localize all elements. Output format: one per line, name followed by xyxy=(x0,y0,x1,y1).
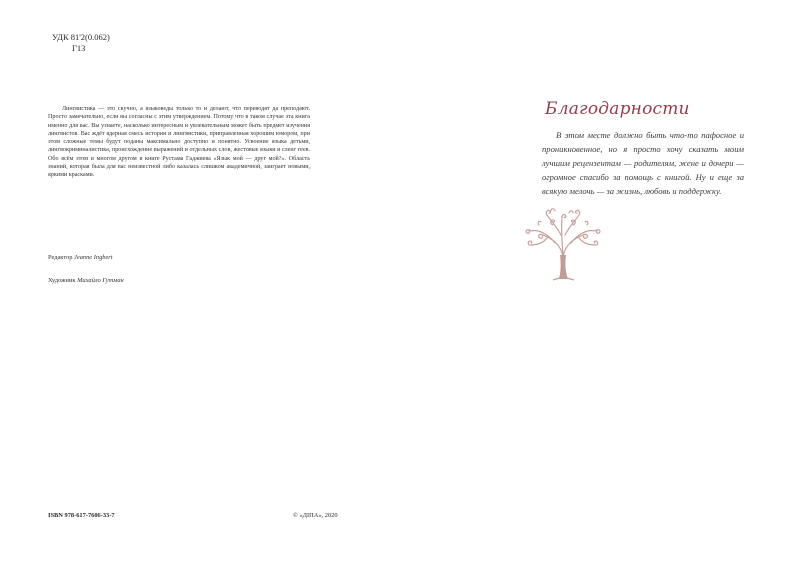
artist-label: Художник xyxy=(48,277,76,284)
copyright: © «ДІПА», 2020 xyxy=(293,512,338,519)
editor-name: Jeanne Ingbert xyxy=(74,254,113,261)
right-page xyxy=(400,0,800,563)
artist-credit xyxy=(48,277,124,284)
udk-code: Г13 xyxy=(72,43,86,53)
artist-name: Михайло Гутман xyxy=(77,277,124,284)
isbn: ISBN 978-617-7606-33-7 xyxy=(48,512,115,519)
acknowledgements-text: В этом месте должно быть что-то пафосное и проникновенное, но я просто хочу сказать моим лучшим рецензентам — родителям, жене и дочери — огромное спасибо за помощь с книгой. Ну и еще за всякую мелочь — за жизнь, любовь и поддержку. xyxy=(542,130,744,196)
editor-credit xyxy=(48,254,113,261)
book-annotation: Лингвистика — это скучно, а языковеды только то и делают, что переводят да преподают. Просто замечательно, если вы согласны с этим утверждением. Потому что в таком случае эта книга именно для вас. Вы узнаете, насколько интересным и увлекательным может быть предмет изучения лингвистов. Вас ждёт ядерная смесь истории и лингвистики, приправленная хорошим юмором, при этом сложные темы будут поданы максимально доступно и понятно. Усвоение языка детьми, лингвокриминалистика, происхождение выражений и отдельных слов, жестовые языки и сленг геев. Обо всём этом и многом другом в книге Рустама Гаджиева «Язык мой — друг мой?». Область знаний, которая была для вас неизвестной либо казалась слишком академичной, заиграет новыми, яркими красками. xyxy=(48,106,310,178)
acknowledgements-title: Благодарности xyxy=(545,99,690,119)
editor-label: Редактор xyxy=(48,254,73,261)
udk-line: УДК 81'2(0.062) xyxy=(52,32,110,42)
udk-block xyxy=(52,32,110,54)
tree-icon xyxy=(517,205,609,281)
